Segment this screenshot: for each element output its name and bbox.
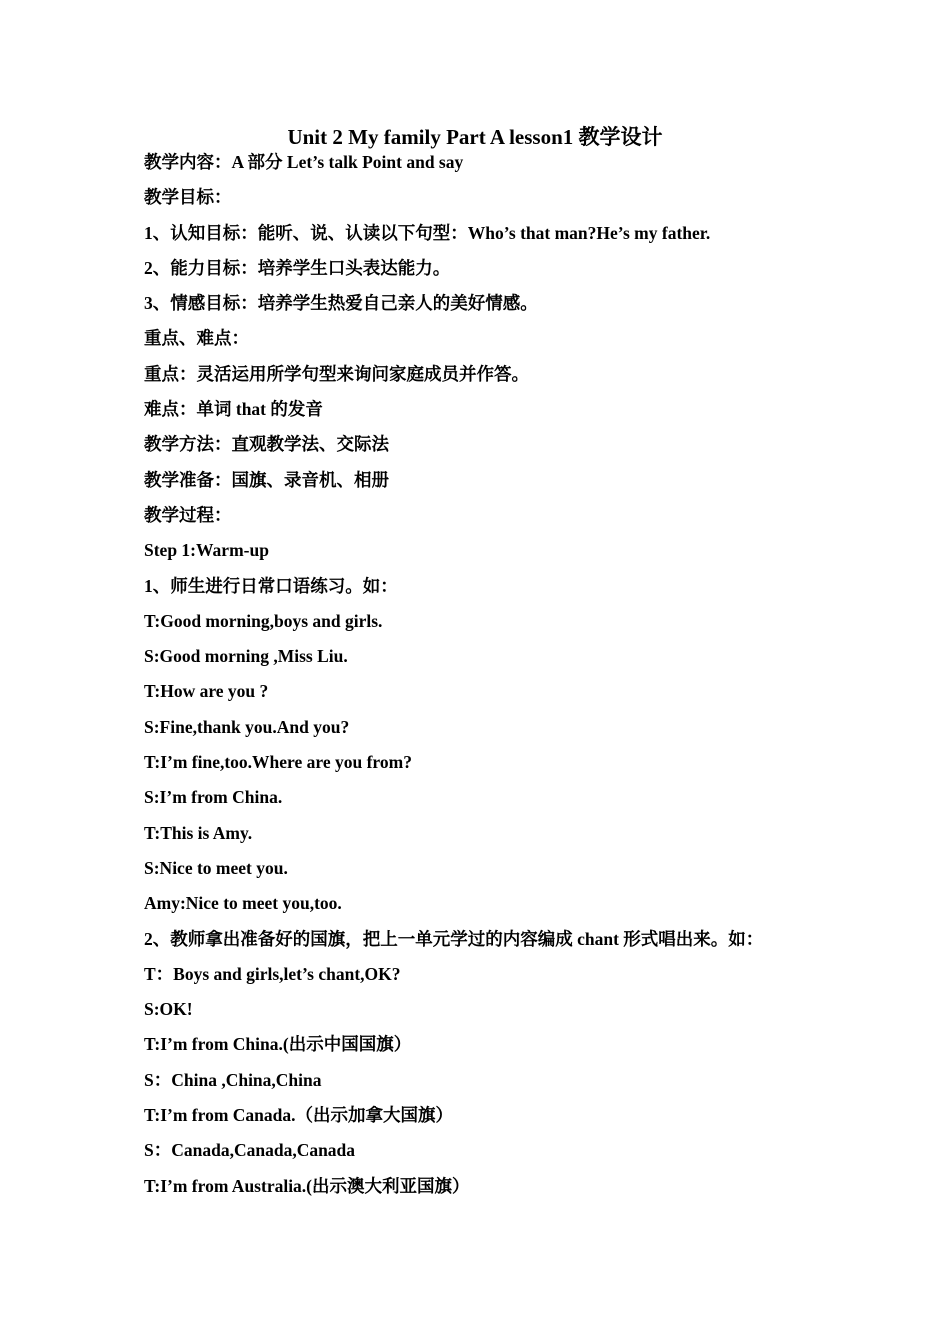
dialogue-line: S:Nice to meet you. [144,857,288,878]
dialogue-line: S:I’m from China. [144,787,283,808]
step-heading: Step 1:Warm-up [144,540,269,561]
dialogue-line: S:OK! [144,999,193,1020]
teaching-process-heading: 教学过程： [144,504,232,525]
document-title: Unit 2 My family Part A lesson1 教学设计 [287,125,663,149]
objective-2: 2、能力目标：培养学生口头表达能力。 [144,257,451,278]
dialogue-line: S:Good morning ,Miss Liu. [144,646,348,667]
objectives-heading: 教学目标： [144,187,232,208]
procedure-line: 1、师生进行日常口语练习。如： [144,575,398,596]
dialogue-line: S:Fine,thank you.And you? [144,716,350,737]
document-body [144,147,864,1206]
dialogue-line: Amy:Nice to meet you,too. [144,893,342,914]
difficult-point: 难点：单词 that 的发音 [144,399,323,420]
procedure-line: 2、教师拿出准备好的国旗，把上一单元学过的内容编成 chant 形式唱出来。如： [144,928,764,949]
dialogue-line: T:I’m from Australia.(出示澳大利亚国旗） [144,1175,470,1196]
dialogue-line: S：Canada,Canada,Canada [144,1140,356,1161]
teaching-method: 教学方法：直观教学法、交际法 [144,434,389,455]
dialogue-line: S：China ,China,China [144,1069,322,1090]
key-point: 重点：灵活运用所学句型来询问家庭成员并作答。 [144,363,529,384]
objective-1: 1、认知目标：能听、说、认读以下句型：Who’s that man?He’s my father. [144,222,711,243]
objective-3: 3、情感目标：培养学生热爱自己亲人的美好情感。 [144,293,538,314]
dialogue-line: T:How are you ? [144,681,269,702]
teaching-preparation: 教学准备：国旗、录音机、相册 [144,469,389,490]
dialogue-line: T:I’m from Canada.（出示加拿大国旗） [144,1105,454,1126]
dialogue-line: T:I’m fine,too.Where are you from? [144,752,412,773]
content-line: 教学内容：A 部分 Let’s talk Point and say [144,152,464,172]
dialogue-line: T:I’m from China.(出示中国国旗） [144,1034,412,1055]
key-points-heading: 重点、难点： [144,328,249,349]
dialogue-line: T：Boys and girls,let’s chant,OK? [144,963,401,984]
dialogue-line: T:Good morning,boys and girls. [144,610,383,631]
dialogue-line: T:This is Amy. [144,822,253,843]
